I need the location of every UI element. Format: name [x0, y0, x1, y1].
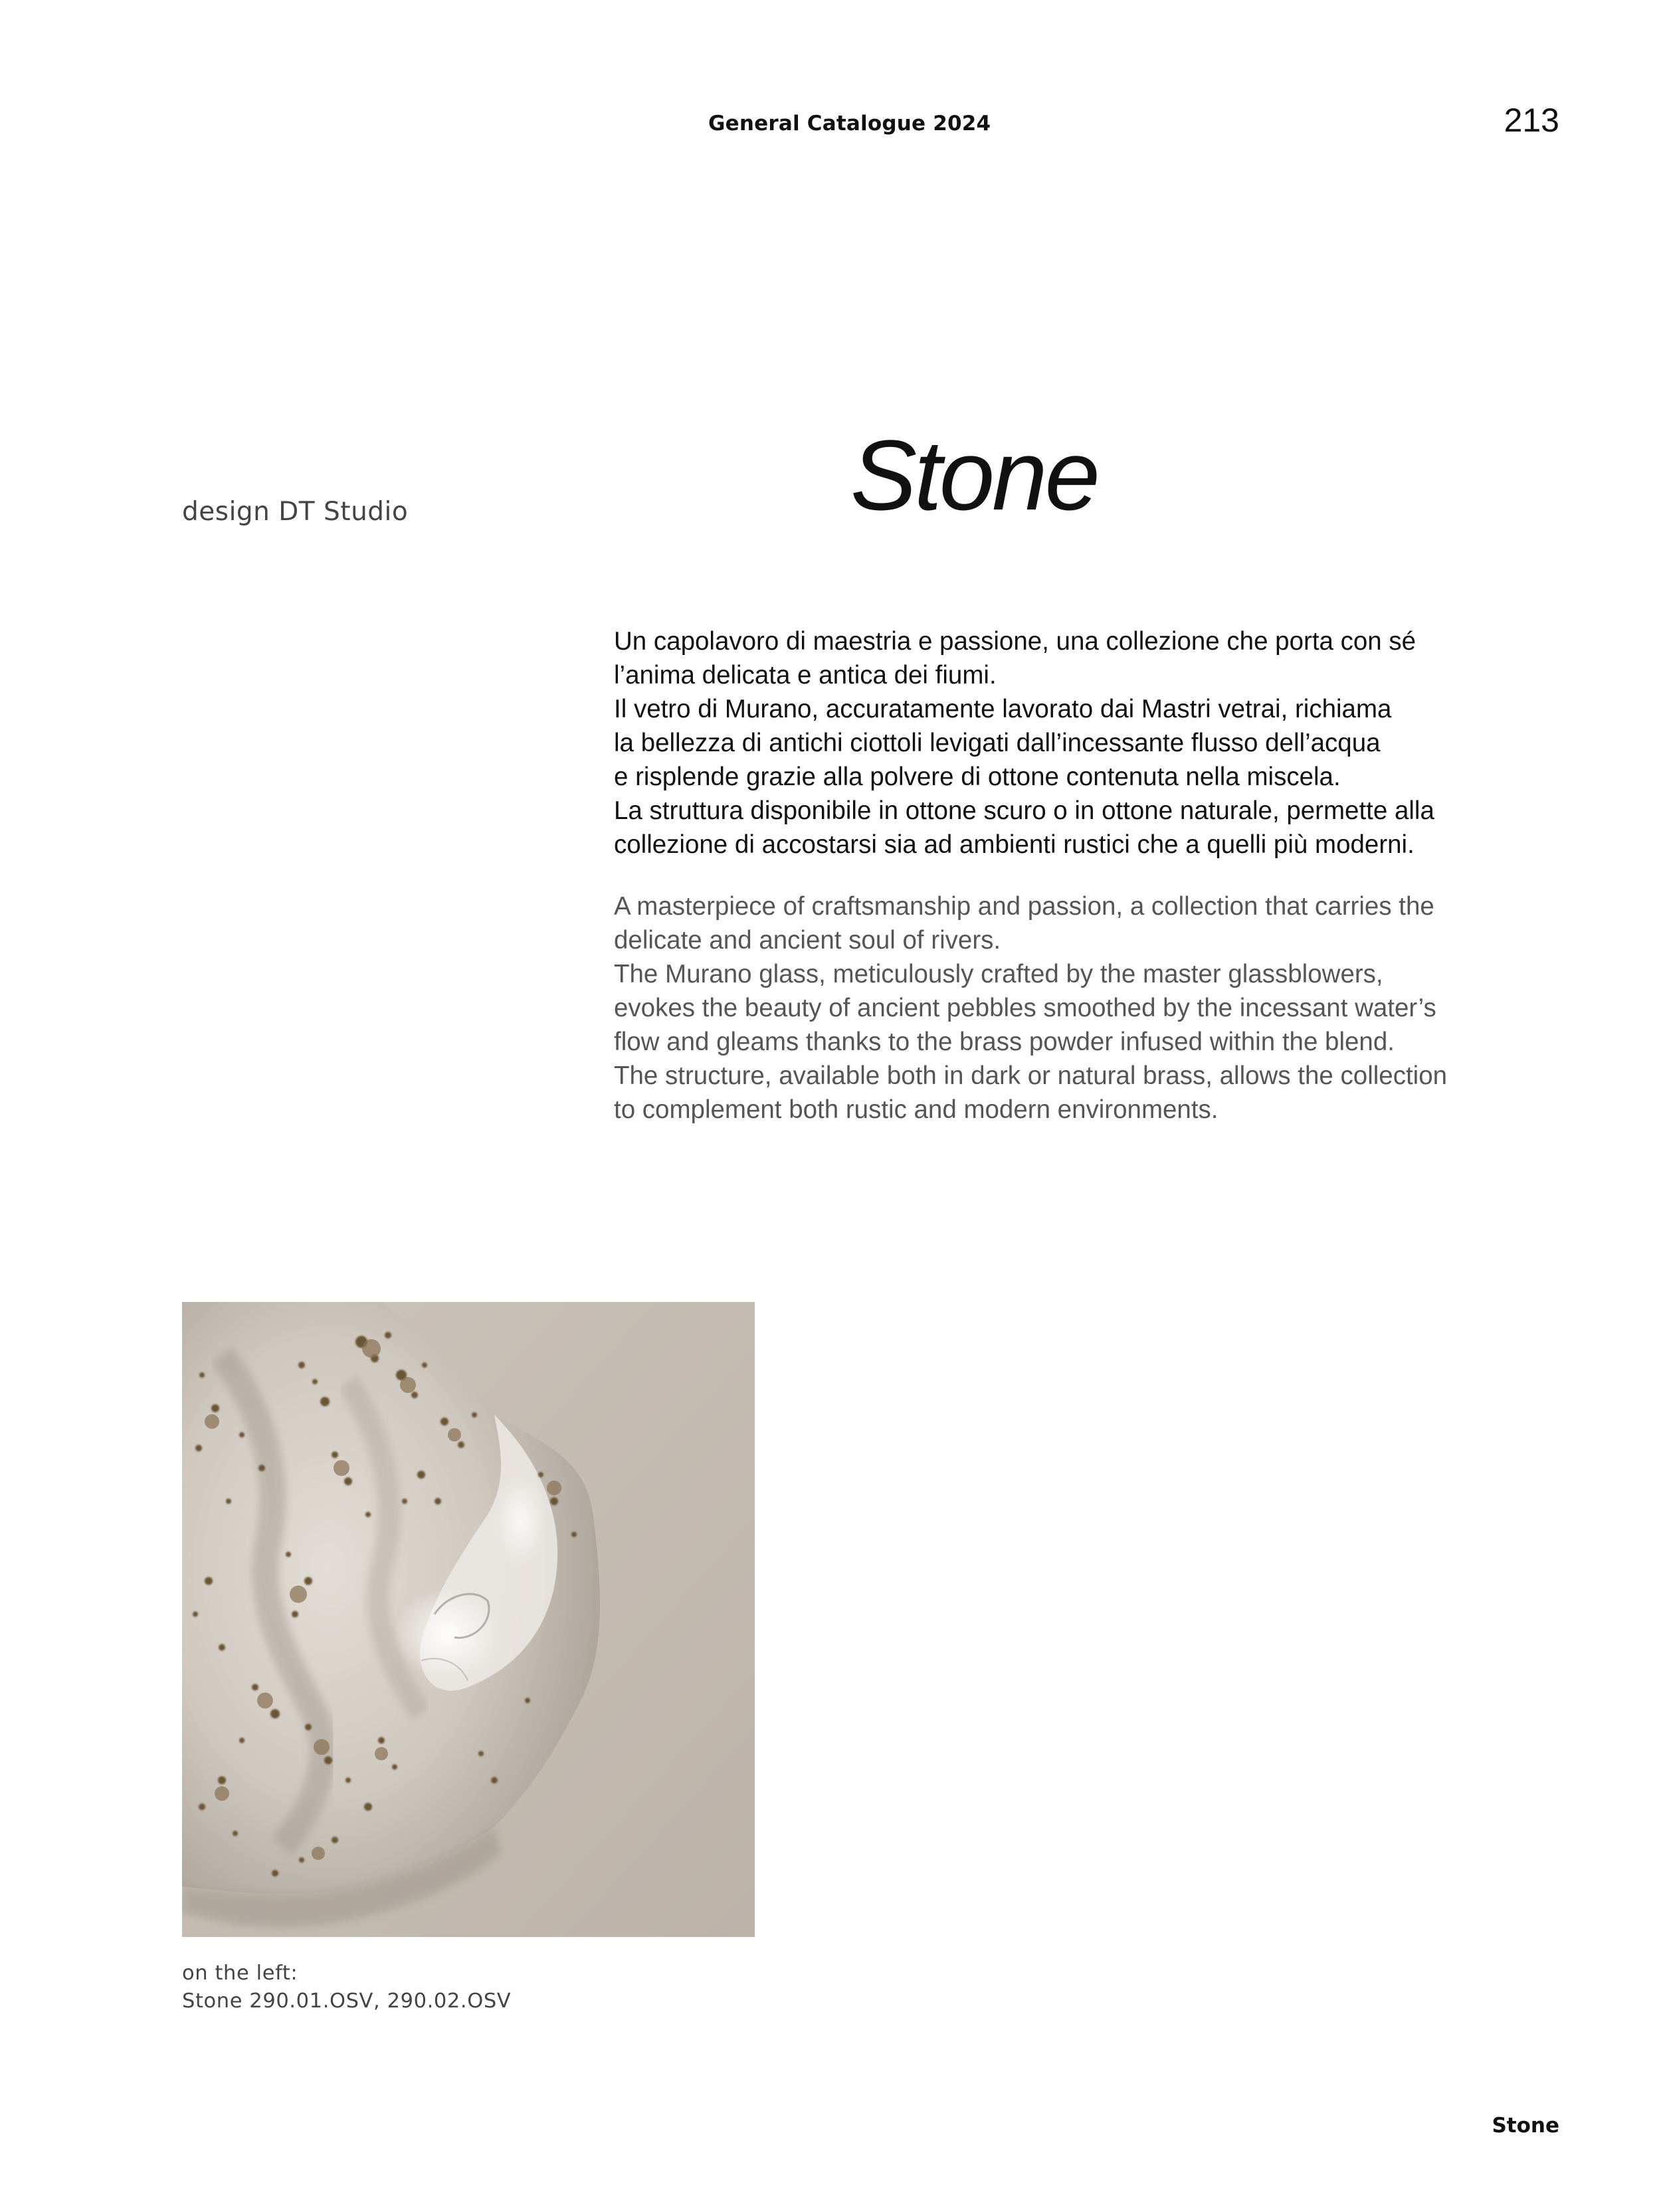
catalogue-title: General Catalogue 2024: [708, 112, 991, 136]
caption-line-1: on the left:: [182, 1962, 298, 1985]
description-english: A masterpiece of craftsmanship and passion, a collection that carries the delicate and ancient soul of rivers. The Murano glass, meticulously crafted by the master glassblowers, evokes the beauty of ancient pebbles smoothed by the incessant water’s flow and gleams thanks to the brass powder infused within the blend. The structure, available both in dark or natural brass, allows the collection to complement both rustic and modern environments.: [614, 892, 1448, 1124]
page-number: 213: [1504, 102, 1559, 139]
product-photo: [182, 1302, 755, 1937]
caption-line-2: Stone 290.01.OSV, 290.02.OSV: [182, 1989, 512, 2013]
footer-section-label: Stone: [1492, 2114, 1559, 2138]
photo-caption: [182, 1960, 511, 2015]
collection-title: Stone: [850, 419, 1098, 531]
description-italian: Un capolavoro di maestria e passione, una collezione che porta con sé l’anima delicata e antica dei fiumi. Il vetro di Murano, accuratamente lavorato dai Mastri vetrai, richiama la bellezza di antichi ciottoli levigati dall’incessante flusso dell’acqua e risplende grazie alla polvere di ottone contenuta nella miscela. La struttura disponibile in ottone scuro o in ottone naturale, permette alla collezione di accostarsi sia ad ambienti rustici che a quelli più moderni.: [614, 627, 1434, 859]
designer-credit: design DT Studio: [182, 497, 409, 527]
